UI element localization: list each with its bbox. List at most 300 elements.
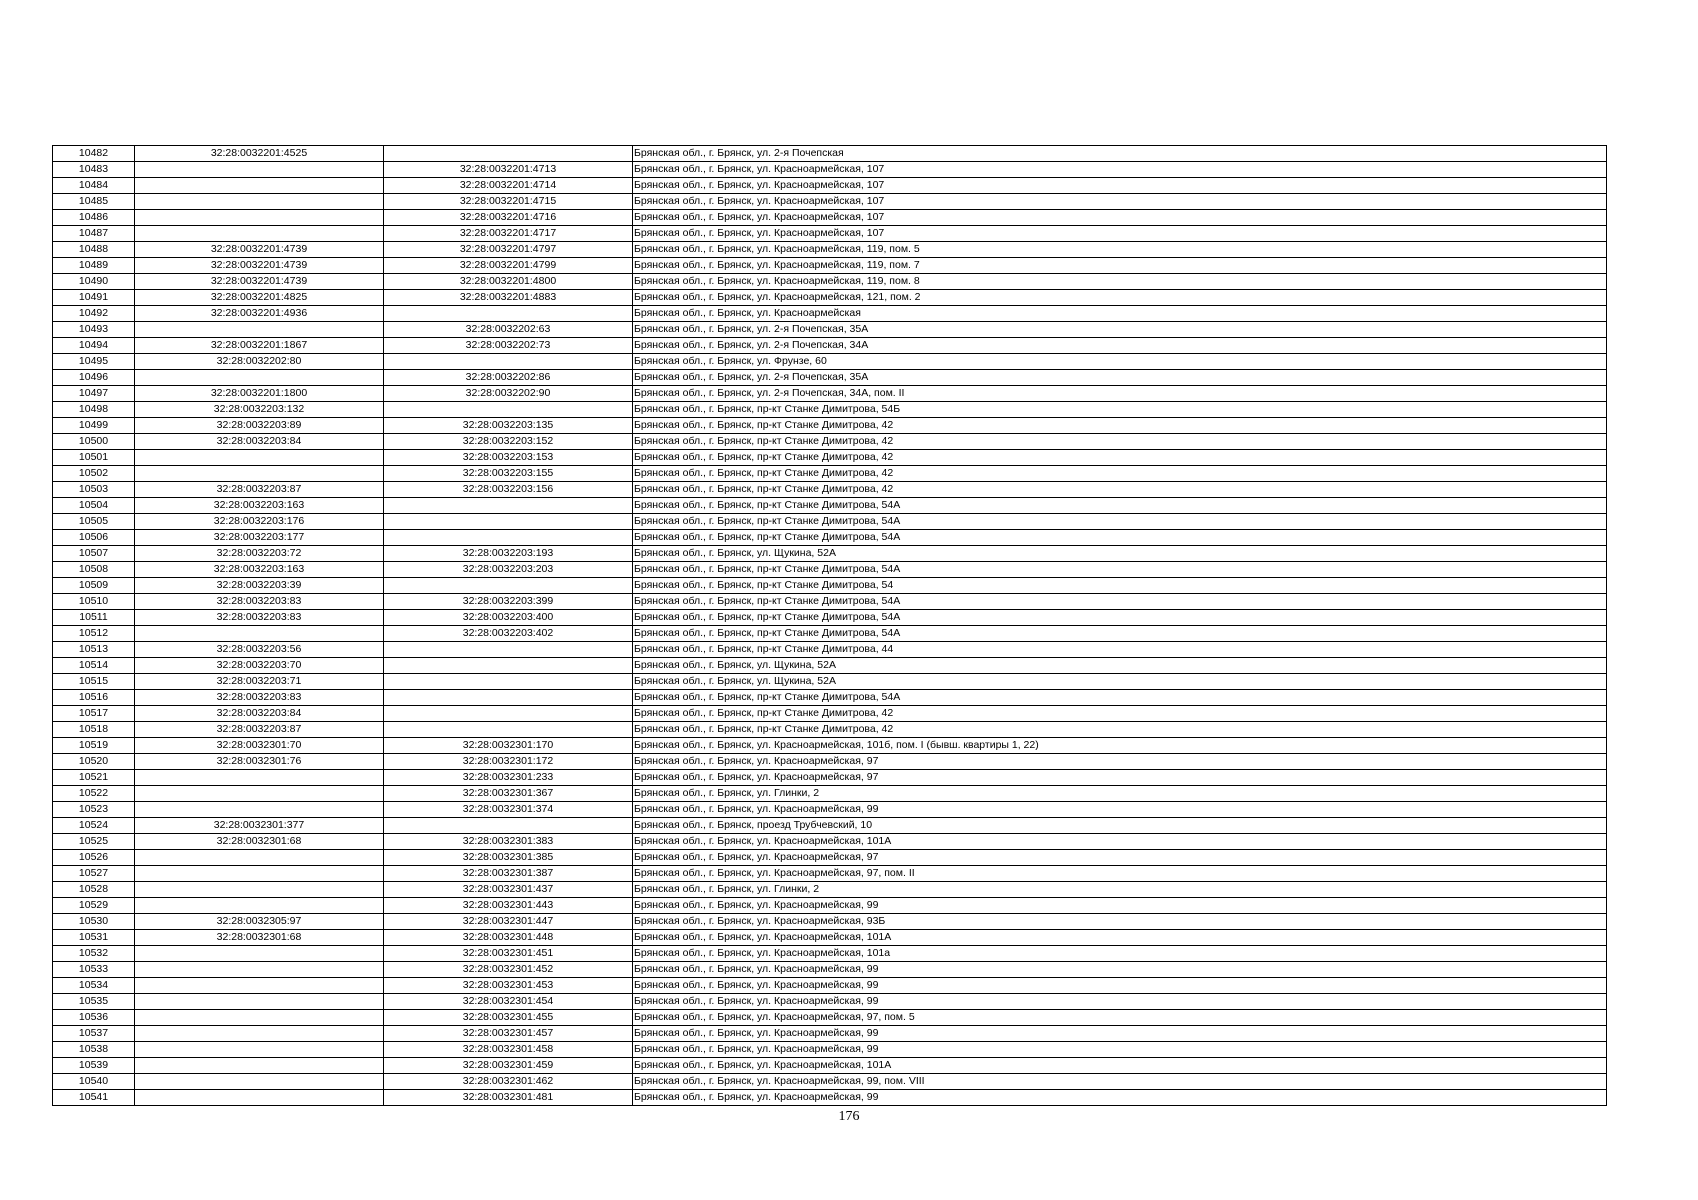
page-number: 176	[838, 1109, 860, 1124]
row-number-cell: 10489	[53, 258, 135, 274]
table-row	[53, 946, 1607, 962]
building-cadastral-number-cell	[384, 690, 633, 706]
building-cadastral-number-cell: 32:28:0032201:4714	[384, 178, 633, 194]
address-cell: Брянская обл., г. Брянск, ул. Красноармейская, 121, пом. 2	[633, 290, 1607, 306]
land-cadastral-number-cell	[135, 210, 384, 226]
land-cadastral-number-cell	[135, 946, 384, 962]
table-row	[53, 418, 1607, 434]
row-number-cell: 10500	[53, 434, 135, 450]
address-cell: Брянская обл., г. Брянск, ул. Красноармейская, 99	[633, 898, 1607, 914]
row-number-cell: 10540	[53, 1074, 135, 1090]
land-cadastral-number-cell: 32:28:0032201:4525	[135, 146, 384, 162]
building-cadastral-number-cell: 32:28:0032301:387	[384, 866, 633, 882]
table-row	[53, 242, 1607, 258]
land-cadastral-number-cell	[135, 1090, 384, 1106]
registry-table	[52, 145, 1607, 1106]
table-row	[53, 1010, 1607, 1026]
land-cadastral-number-cell: 32:28:0032203:39	[135, 578, 384, 594]
building-cadastral-number-cell: 32:28:0032301:462	[384, 1074, 633, 1090]
address-cell: Брянская обл., г. Брянск, пр-кт Станке Димитрова, 54А	[633, 594, 1607, 610]
building-cadastral-number-cell: 32:28:0032203:155	[384, 466, 633, 482]
land-cadastral-number-cell	[135, 962, 384, 978]
address-cell: Брянская обл., г. Брянск, ул. Красноармейская, 101А	[633, 1058, 1607, 1074]
address-cell: Брянская обл., г. Брянск, ул. Красноармейская, 99	[633, 1026, 1607, 1042]
row-number-cell: 10486	[53, 210, 135, 226]
table-row	[53, 882, 1607, 898]
address-cell: Брянская обл., г. Брянск, ул. 2-я Почепская, 34А	[633, 338, 1607, 354]
building-cadastral-number-cell	[384, 674, 633, 690]
table-row	[53, 146, 1607, 162]
address-cell: Брянская обл., г. Брянск, ул. Красноармейская, 97	[633, 850, 1607, 866]
address-cell: Брянская обл., г. Брянск, ул. Красноармейская, 119, пом. 5	[633, 242, 1607, 258]
land-cadastral-number-cell: 32:28:0032203:56	[135, 642, 384, 658]
address-cell: Брянская обл., г. Брянск, ул. Красноармейская	[633, 306, 1607, 322]
land-cadastral-number-cell	[135, 1058, 384, 1074]
building-cadastral-number-cell	[384, 658, 633, 674]
row-number-cell: 10510	[53, 594, 135, 610]
table-row	[53, 802, 1607, 818]
table-row	[53, 786, 1607, 802]
land-cadastral-number-cell	[135, 770, 384, 786]
row-number-cell: 10506	[53, 530, 135, 546]
address-cell: Брянская обл., г. Брянск, пр-кт Станке Димитрова, 54А	[633, 626, 1607, 642]
building-cadastral-number-cell: 32:28:0032203:152	[384, 434, 633, 450]
land-cadastral-number-cell: 32:28:0032201:1800	[135, 386, 384, 402]
table-row	[53, 674, 1607, 690]
row-number-cell: 10528	[53, 882, 135, 898]
land-cadastral-number-cell: 32:28:0032305:97	[135, 914, 384, 930]
table-row	[53, 434, 1607, 450]
address-cell: Брянская обл., г. Брянск, проезд Трубчевский, 10	[633, 818, 1607, 834]
land-cadastral-number-cell	[135, 1042, 384, 1058]
building-cadastral-number-cell: 32:28:0032301:481	[384, 1090, 633, 1106]
table-row	[53, 738, 1607, 754]
table-row	[53, 258, 1607, 274]
land-cadastral-number-cell: 32:28:0032203:72	[135, 546, 384, 562]
table-row	[53, 642, 1607, 658]
building-cadastral-number-cell: 32:28:0032203:203	[384, 562, 633, 578]
row-number-cell: 10493	[53, 322, 135, 338]
building-cadastral-number-cell	[384, 306, 633, 322]
row-number-cell: 10494	[53, 338, 135, 354]
address-cell: Брянская обл., г. Брянск, ул. Красноармейская, 107	[633, 194, 1607, 210]
table-row	[53, 754, 1607, 770]
land-cadastral-number-cell: 32:28:0032201:4739	[135, 258, 384, 274]
address-cell: Брянская обл., г. Брянск, пр-кт Станке Димитрова, 44	[633, 642, 1607, 658]
table-row	[53, 962, 1607, 978]
address-cell: Брянская обл., г. Брянск, ул. Красноармейская, 99, пом. VIII	[633, 1074, 1607, 1090]
row-number-cell: 10482	[53, 146, 135, 162]
address-cell: Брянская обл., г. Брянск, ул. Щукина, 52А	[633, 674, 1607, 690]
land-cadastral-number-cell	[135, 994, 384, 1010]
address-cell: Брянская обл., г. Брянск, ул. Красноармейская, 99	[633, 1090, 1607, 1106]
table-row	[53, 594, 1607, 610]
land-cadastral-number-cell	[135, 370, 384, 386]
address-cell: Брянская обл., г. Брянск, пр-кт Станке Димитрова, 42	[633, 434, 1607, 450]
address-cell: Брянская обл., г. Брянск, ул. Красноармейская, 99	[633, 1042, 1607, 1058]
building-cadastral-number-cell: 32:28:0032203:193	[384, 546, 633, 562]
building-cadastral-number-cell	[384, 514, 633, 530]
table-row	[53, 226, 1607, 242]
table-row	[53, 914, 1607, 930]
address-cell: Брянская обл., г. Брянск, ул. Красноармейская, 101а	[633, 946, 1607, 962]
building-cadastral-number-cell: 32:28:0032301:457	[384, 1026, 633, 1042]
row-number-cell: 10492	[53, 306, 135, 322]
row-number-cell: 10484	[53, 178, 135, 194]
row-number-cell: 10533	[53, 962, 135, 978]
row-number-cell: 10536	[53, 1010, 135, 1026]
building-cadastral-number-cell	[384, 146, 633, 162]
building-cadastral-number-cell: 32:28:0032202:63	[384, 322, 633, 338]
table-row	[53, 658, 1607, 674]
table-row	[53, 562, 1607, 578]
row-number-cell: 10490	[53, 274, 135, 290]
address-cell: Брянская обл., г. Брянск, ул. 2-я Почепская	[633, 146, 1607, 162]
land-cadastral-number-cell	[135, 322, 384, 338]
land-cadastral-number-cell: 32:28:0032203:83	[135, 690, 384, 706]
land-cadastral-number-cell	[135, 226, 384, 242]
address-cell: Брянская обл., г. Брянск, ул. Красноармейская, 99	[633, 962, 1607, 978]
building-cadastral-number-cell: 32:28:0032301:459	[384, 1058, 633, 1074]
land-cadastral-number-cell	[135, 978, 384, 994]
row-number-cell: 10520	[53, 754, 135, 770]
building-cadastral-number-cell: 32:28:0032301:451	[384, 946, 633, 962]
row-number-cell: 10514	[53, 658, 135, 674]
row-number-cell: 10513	[53, 642, 135, 658]
address-cell: Брянская обл., г. Брянск, пр-кт Станке Димитрова, 54А	[633, 610, 1607, 626]
land-cadastral-number-cell: 32:28:0032203:176	[135, 514, 384, 530]
building-cadastral-number-cell: 32:28:0032301:367	[384, 786, 633, 802]
land-cadastral-number-cell: 32:28:0032201:4825	[135, 290, 384, 306]
building-cadastral-number-cell: 32:28:0032301:453	[384, 978, 633, 994]
table-row	[53, 210, 1607, 226]
building-cadastral-number-cell: 32:28:0032203:399	[384, 594, 633, 610]
land-cadastral-number-cell: 32:28:0032203:83	[135, 610, 384, 626]
table-row	[53, 610, 1607, 626]
building-cadastral-number-cell: 32:28:0032201:4717	[384, 226, 633, 242]
land-cadastral-number-cell: 32:28:0032203:89	[135, 418, 384, 434]
address-cell: Брянская обл., г. Брянск, ул. Красноармейская, 97, пом. 5	[633, 1010, 1607, 1026]
building-cadastral-number-cell: 32:28:0032201:4716	[384, 210, 633, 226]
table-row	[53, 402, 1607, 418]
building-cadastral-number-cell: 32:28:0032203:400	[384, 610, 633, 626]
address-cell: Брянская обл., г. Брянск, ул. 2-я Почепская, 35А	[633, 322, 1607, 338]
building-cadastral-number-cell: 32:28:0032203:402	[384, 626, 633, 642]
building-cadastral-number-cell	[384, 578, 633, 594]
address-cell: Брянская обл., г. Брянск, ул. Красноармейская, 99	[633, 978, 1607, 994]
address-cell: Брянская обл., г. Брянск, пр-кт Станке Димитрова, 42	[633, 466, 1607, 482]
land-cadastral-number-cell	[135, 882, 384, 898]
row-number-cell: 10502	[53, 466, 135, 482]
building-cadastral-number-cell: 32:28:0032301:443	[384, 898, 633, 914]
table-row	[53, 162, 1607, 178]
row-number-cell: 10518	[53, 722, 135, 738]
address-cell: Брянская обл., г. Брянск, ул. Красноармейская, 107	[633, 226, 1607, 242]
row-number-cell: 10488	[53, 242, 135, 258]
table-row	[53, 338, 1607, 354]
table-row	[53, 530, 1607, 546]
address-cell: Брянская обл., г. Брянск, ул. Красноармейская, 101б, пом. I (бывш. квартиры 1, 22)	[633, 738, 1607, 754]
land-cadastral-number-cell: 32:28:0032301:70	[135, 738, 384, 754]
table-row	[53, 690, 1607, 706]
land-cadastral-number-cell: 32:28:0032203:177	[135, 530, 384, 546]
building-cadastral-number-cell	[384, 642, 633, 658]
building-cadastral-number-cell: 32:28:0032301:385	[384, 850, 633, 866]
land-cadastral-number-cell: 32:28:0032201:4936	[135, 306, 384, 322]
table-row	[53, 274, 1607, 290]
building-cadastral-number-cell	[384, 722, 633, 738]
table-row	[53, 818, 1607, 834]
table-row	[53, 290, 1607, 306]
building-cadastral-number-cell: 32:28:0032301:454	[384, 994, 633, 1010]
building-cadastral-number-cell	[384, 706, 633, 722]
table-row	[53, 722, 1607, 738]
table-row	[53, 994, 1607, 1010]
row-number-cell: 10504	[53, 498, 135, 514]
land-cadastral-number-cell: 32:28:0032203:70	[135, 658, 384, 674]
building-cadastral-number-cell: 32:28:0032201:4799	[384, 258, 633, 274]
land-cadastral-number-cell: 32:28:0032203:83	[135, 594, 384, 610]
land-cadastral-number-cell	[135, 1010, 384, 1026]
land-cadastral-number-cell: 32:28:0032301:76	[135, 754, 384, 770]
row-number-cell: 10495	[53, 354, 135, 370]
address-cell: Брянская обл., г. Брянск, ул. Красноармейская, 97	[633, 770, 1607, 786]
building-cadastral-number-cell	[384, 402, 633, 418]
building-cadastral-number-cell: 32:28:0032301:458	[384, 1042, 633, 1058]
row-number-cell: 10534	[53, 978, 135, 994]
row-number-cell: 10521	[53, 770, 135, 786]
row-number-cell: 10501	[53, 450, 135, 466]
building-cadastral-number-cell: 32:28:0032201:4800	[384, 274, 633, 290]
address-cell: Брянская обл., г. Брянск, ул. Щукина, 52А	[633, 658, 1607, 674]
row-number-cell: 10538	[53, 1042, 135, 1058]
land-cadastral-number-cell: 32:28:0032203:71	[135, 674, 384, 690]
land-cadastral-number-cell: 32:28:0032203:87	[135, 722, 384, 738]
land-cadastral-number-cell: 32:28:0032203:132	[135, 402, 384, 418]
address-cell: Брянская обл., г. Брянск, ул. Красноармейская, 97	[633, 754, 1607, 770]
land-cadastral-number-cell	[135, 802, 384, 818]
row-number-cell: 10505	[53, 514, 135, 530]
land-cadastral-number-cell: 32:28:0032201:4739	[135, 274, 384, 290]
address-cell: Брянская обл., г. Брянск, ул. Красноармейская, 119, пом. 7	[633, 258, 1607, 274]
table-row	[53, 770, 1607, 786]
table-row	[53, 706, 1607, 722]
row-number-cell: 10499	[53, 418, 135, 434]
table-row	[53, 834, 1607, 850]
land-cadastral-number-cell: 32:28:0032203:84	[135, 706, 384, 722]
row-number-cell: 10523	[53, 802, 135, 818]
address-cell: Брянская обл., г. Брянск, ул. Фрунзе, 60	[633, 354, 1607, 370]
table-row	[53, 898, 1607, 914]
land-cadastral-number-cell: 32:28:0032201:4739	[135, 242, 384, 258]
building-cadastral-number-cell	[384, 530, 633, 546]
building-cadastral-number-cell: 32:28:0032201:4883	[384, 290, 633, 306]
land-cadastral-number-cell	[135, 898, 384, 914]
land-cadastral-number-cell	[135, 450, 384, 466]
building-cadastral-number-cell: 32:28:0032301:383	[384, 834, 633, 850]
row-number-cell: 10517	[53, 706, 135, 722]
address-cell: Брянская обл., г. Брянск, ул. Красноармейская, 101А	[633, 834, 1607, 850]
address-cell: Брянская обл., г. Брянск, ул. Красноармейская, 99	[633, 994, 1607, 1010]
registry-table-body	[53, 146, 1607, 1106]
land-cadastral-number-cell	[135, 850, 384, 866]
land-cadastral-number-cell: 32:28:0032203:84	[135, 434, 384, 450]
building-cadastral-number-cell: 32:28:0032203:156	[384, 482, 633, 498]
address-cell: Брянская обл., г. Брянск, пр-кт Станке Димитрова, 54А	[633, 498, 1607, 514]
address-cell: Брянская обл., г. Брянск, пр-кт Станке Димитрова, 54А	[633, 562, 1607, 578]
address-cell: Брянская обл., г. Брянск, ул. Красноармейская, 119, пом. 8	[633, 274, 1607, 290]
table-row	[53, 322, 1607, 338]
table-row	[53, 626, 1607, 642]
building-cadastral-number-cell	[384, 498, 633, 514]
address-cell: Брянская обл., г. Брянск, пр-кт Станке Димитрова, 42	[633, 450, 1607, 466]
row-number-cell: 10527	[53, 866, 135, 882]
address-cell: Брянская обл., г. Брянск, ул. 2-я Почепская, 35А	[633, 370, 1607, 386]
row-number-cell: 10535	[53, 994, 135, 1010]
table-row	[53, 866, 1607, 882]
table-row	[53, 1090, 1607, 1106]
building-cadastral-number-cell: 32:28:0032301:447	[384, 914, 633, 930]
address-cell: Брянская обл., г. Брянск, ул. Красноармейская, 107	[633, 162, 1607, 178]
building-cadastral-number-cell: 32:28:0032301:452	[384, 962, 633, 978]
address-cell: Брянская обл., г. Брянск, ул. Глинки, 2	[633, 786, 1607, 802]
row-number-cell: 10507	[53, 546, 135, 562]
address-cell: Брянская обл., г. Брянск, пр-кт Станке Димитрова, 54	[633, 578, 1607, 594]
row-number-cell: 10541	[53, 1090, 135, 1106]
address-cell: Брянская обл., г. Брянск, ул. Красноармейская, 97, пом. II	[633, 866, 1607, 882]
land-cadastral-number-cell	[135, 194, 384, 210]
row-number-cell: 10529	[53, 898, 135, 914]
address-cell: Брянская обл., г. Брянск, ул. Красноармейская, 107	[633, 178, 1607, 194]
address-cell: Брянская обл., г. Брянск, ул. Красноармейская, 101А	[633, 930, 1607, 946]
building-cadastral-number-cell: 32:28:0032202:86	[384, 370, 633, 386]
address-cell: Брянская обл., г. Брянск, пр-кт Станке Димитрова, 54Б	[633, 402, 1607, 418]
row-number-cell: 10539	[53, 1058, 135, 1074]
table-row	[53, 370, 1607, 386]
row-number-cell: 10485	[53, 194, 135, 210]
row-number-cell: 10491	[53, 290, 135, 306]
building-cadastral-number-cell	[384, 818, 633, 834]
building-cadastral-number-cell: 32:28:0032203:135	[384, 418, 633, 434]
table-row	[53, 386, 1607, 402]
land-cadastral-number-cell	[135, 1074, 384, 1090]
building-cadastral-number-cell: 32:28:0032301:455	[384, 1010, 633, 1026]
table-row	[53, 354, 1607, 370]
building-cadastral-number-cell: 32:28:0032301:233	[384, 770, 633, 786]
table-row	[53, 1074, 1607, 1090]
row-number-cell: 10509	[53, 578, 135, 594]
row-number-cell: 10498	[53, 402, 135, 418]
row-number-cell: 10497	[53, 386, 135, 402]
table-row	[53, 1042, 1607, 1058]
address-cell: Брянская обл., г. Брянск, пр-кт Станке Димитрова, 42	[633, 482, 1607, 498]
address-cell: Брянская обл., г. Брянск, ул. 2-я Почепская, 34А, пом. II	[633, 386, 1607, 402]
land-cadastral-number-cell: 32:28:0032301:68	[135, 834, 384, 850]
land-cadastral-number-cell	[135, 626, 384, 642]
land-cadastral-number-cell	[135, 1026, 384, 1042]
land-cadastral-number-cell	[135, 162, 384, 178]
table-row	[53, 514, 1607, 530]
building-cadastral-number-cell: 32:28:0032301:437	[384, 882, 633, 898]
table-row	[53, 546, 1607, 562]
building-cadastral-number-cell: 32:28:0032301:448	[384, 930, 633, 946]
row-number-cell: 10522	[53, 786, 135, 802]
land-cadastral-number-cell: 32:28:0032201:1867	[135, 338, 384, 354]
table-row	[53, 178, 1607, 194]
land-cadastral-number-cell	[135, 786, 384, 802]
row-number-cell: 10519	[53, 738, 135, 754]
row-number-cell: 10531	[53, 930, 135, 946]
building-cadastral-number-cell: 32:28:0032301:172	[384, 754, 633, 770]
address-cell: Брянская обл., г. Брянск, пр-кт Станке Димитрова, 42	[633, 722, 1607, 738]
table-row	[53, 930, 1607, 946]
address-cell: Брянская обл., г. Брянск, ул. Глинки, 2	[633, 882, 1607, 898]
land-cadastral-number-cell: 32:28:0032301:377	[135, 818, 384, 834]
building-cadastral-number-cell: 32:28:0032202:73	[384, 338, 633, 354]
table-row	[53, 450, 1607, 466]
address-cell: Брянская обл., г. Брянск, пр-кт Станке Димитрова, 54А	[633, 530, 1607, 546]
row-number-cell: 10525	[53, 834, 135, 850]
address-cell: Брянская обл., г. Брянск, ул. Красноармейская, 99	[633, 802, 1607, 818]
row-number-cell: 10537	[53, 1026, 135, 1042]
row-number-cell: 10532	[53, 946, 135, 962]
building-cadastral-number-cell: 32:28:0032201:4715	[384, 194, 633, 210]
table-row	[53, 978, 1607, 994]
row-number-cell: 10503	[53, 482, 135, 498]
building-cadastral-number-cell: 32:28:0032301:374	[384, 802, 633, 818]
table-row	[53, 1058, 1607, 1074]
land-cadastral-number-cell: 32:28:0032203:163	[135, 562, 384, 578]
land-cadastral-number-cell: 32:28:0032203:87	[135, 482, 384, 498]
table-row	[53, 306, 1607, 322]
row-number-cell: 10508	[53, 562, 135, 578]
row-number-cell: 10487	[53, 226, 135, 242]
address-cell: Брянская обл., г. Брянск, пр-кт Станке Димитрова, 54А	[633, 514, 1607, 530]
address-cell: Брянская обл., г. Брянск, ул. Красноармейская, 107	[633, 210, 1607, 226]
row-number-cell: 10496	[53, 370, 135, 386]
row-number-cell: 10526	[53, 850, 135, 866]
address-cell: Брянская обл., г. Брянск, ул. Щукина, 52А	[633, 546, 1607, 562]
land-cadastral-number-cell	[135, 866, 384, 882]
table-row	[53, 578, 1607, 594]
address-cell: Брянская обл., г. Брянск, пр-кт Станке Димитрова, 42	[633, 418, 1607, 434]
building-cadastral-number-cell: 32:28:0032301:170	[384, 738, 633, 754]
table-row	[53, 466, 1607, 482]
row-number-cell: 10524	[53, 818, 135, 834]
building-cadastral-number-cell: 32:28:0032202:90	[384, 386, 633, 402]
table-row	[53, 498, 1607, 514]
row-number-cell: 10512	[53, 626, 135, 642]
building-cadastral-number-cell: 32:28:0032201:4797	[384, 242, 633, 258]
land-cadastral-number-cell: 32:28:0032301:68	[135, 930, 384, 946]
row-number-cell: 10530	[53, 914, 135, 930]
land-cadastral-number-cell: 32:28:0032202:80	[135, 354, 384, 370]
table-row	[53, 482, 1607, 498]
table-row	[53, 194, 1607, 210]
row-number-cell: 10511	[53, 610, 135, 626]
building-cadastral-number-cell	[384, 354, 633, 370]
row-number-cell: 10516	[53, 690, 135, 706]
row-number-cell: 10483	[53, 162, 135, 178]
row-number-cell: 10515	[53, 674, 135, 690]
building-cadastral-number-cell: 32:28:0032203:153	[384, 450, 633, 466]
address-cell: Брянская обл., г. Брянск, пр-кт Станке Димитрова, 54А	[633, 690, 1607, 706]
land-cadastral-number-cell	[135, 178, 384, 194]
table-row	[53, 850, 1607, 866]
table-row	[53, 1026, 1607, 1042]
land-cadastral-number-cell	[135, 466, 384, 482]
land-cadastral-number-cell: 32:28:0032203:163	[135, 498, 384, 514]
